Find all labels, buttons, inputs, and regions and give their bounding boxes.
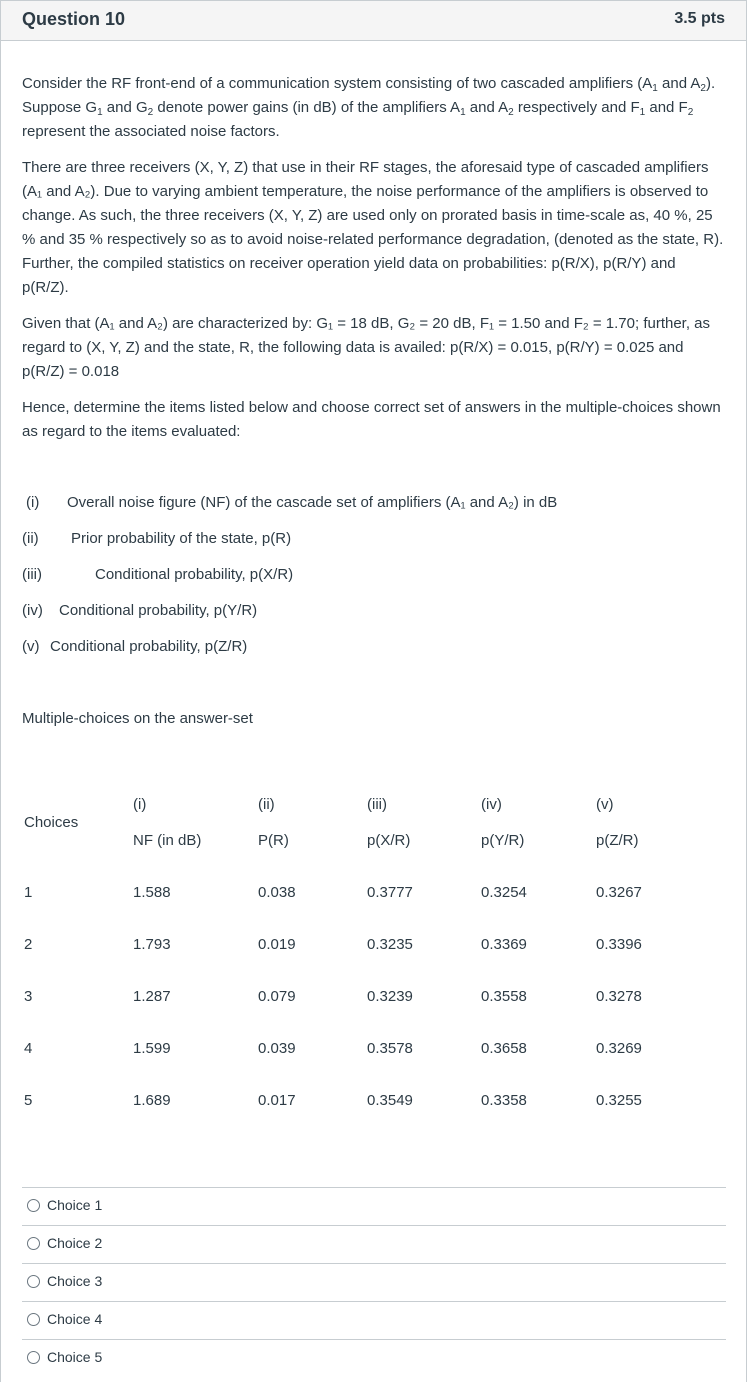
table-cell: 0.017 [258,1092,296,1109]
radio-icon[interactable] [27,1275,40,1288]
table-cell: 0.3777 [367,884,413,901]
radio-icon[interactable] [27,1199,40,1212]
option-divider [22,1225,726,1226]
option-label: Choice 1 [47,1197,103,1213]
table-cell: 0.3549 [367,1092,413,1109]
table-cell: 0.3658 [481,1040,527,1057]
item-text: Prior probability of the state, p(R) [71,530,292,547]
item-text: Conditional probability, p(Y/R) [59,602,258,619]
option-divider [22,1339,726,1340]
table-row-choice: 1 [24,884,33,901]
item-text: Overall noise figure (NF) of the cascade set of amplifiers (A₁ and A₂) in dB [67,494,558,511]
column-number: (v) [596,796,614,813]
option-label: Choice 3 [47,1273,103,1289]
item-number: (iv) [22,602,43,619]
column-header: NF (in dB) [133,832,202,849]
instruction-paragraph: Hence, determine the items listed below and choose correct set of answers in the multiple-choices shown as regard to the items evaluated: [22,399,721,440]
table-row-choice: 2 [24,936,33,953]
table-cell: 0.3239 [367,988,413,1005]
table-cell: 0.3255 [596,1092,642,1109]
table-cell: 0.3254 [481,884,527,901]
column-header: P(R) [258,832,289,849]
table-cell: 0.3269 [596,1040,642,1057]
mc-heading: Multiple-choices on the answer-set [22,710,253,727]
table-cell: 1.689 [133,1092,171,1109]
table-row-choice: 4 [24,1040,33,1057]
item-number: (i) [26,494,40,511]
column-number: (iii) [367,796,387,813]
radio-icon[interactable] [27,1351,40,1364]
table-cell: 1.793 [133,936,171,953]
option-label: Choice 5 [47,1349,103,1365]
table-cell: 0.079 [258,988,296,1005]
table-cell: 1.599 [133,1040,171,1057]
column-number: (iv) [481,796,502,813]
table-cell: 0.039 [258,1040,296,1057]
table-cell: 0.3235 [367,936,413,953]
table-cell: 0.3358 [481,1092,527,1109]
question-title: Question 10 [22,9,126,29]
table-cell: 1.588 [133,884,171,901]
table-cell: 0.3267 [596,884,642,901]
option-divider [22,1301,726,1302]
choice-1-option[interactable] [27,1195,102,1215]
table-cell: 0.3396 [596,936,642,953]
option-label: Choice 4 [47,1311,103,1327]
option-divider [22,1263,726,1264]
table-row-choice: 3 [24,988,33,1005]
table-cell: 0.3369 [481,936,527,953]
column-header: p(Y/R) [481,832,525,849]
option-divider [22,1187,726,1188]
item-number: (v) [22,638,40,655]
column-header: p(Z/R) [596,832,639,849]
choice-2-option[interactable] [27,1233,102,1253]
table-cell: 0.3558 [481,988,527,1005]
choice-5-option[interactable] [27,1347,102,1367]
choice-3-option[interactable] [27,1271,102,1291]
given-data-paragraph: Given that (A₁ and A₂) are characterized by: G₁ = 18 dB, G₂ = 20 dB, F₁ = 1.50 and F₂ = 1.70; further, as regard to (X, Y, Z) and the state, R, the following data is availed: p(R/X) = 0.015, p(R/Y) = 0.025 and p(R/Z) = 0.018 [22,315,711,380]
column-number: (ii) [258,796,275,813]
option-label: Choice 2 [47,1235,103,1251]
item-number: (iii) [22,566,42,583]
table-cell: 0.038 [258,884,296,901]
table-cell: 0.019 [258,936,296,953]
item-number: (ii) [22,530,39,547]
item-text: Conditional probability, p(X/R) [95,566,294,583]
radio-icon[interactable] [27,1237,40,1250]
table-cell: 0.3578 [367,1040,413,1057]
choices-header: Choices [24,814,79,831]
table-cell: 1.287 [133,988,171,1005]
column-header: p(X/R) [367,832,411,849]
radio-icon[interactable] [27,1313,40,1326]
table-cell: 0.3278 [596,988,642,1005]
question-points: 3.5 pts [674,10,725,27]
column-number: (i) [133,796,147,813]
choice-4-option[interactable] [27,1309,102,1329]
question-header [1,1,746,41]
table-row-choice: 5 [24,1092,33,1109]
item-text: Conditional probability, p(Z/R) [50,638,248,655]
receivers-paragraph: There are three receivers (X, Y, Z) that use in their RF stages, the aforesaid type of cascaded amplifiers (A₁ and A₂). Due to varying ambient temperature, the noise performance of the amplifiers is observed to change. As such, the three receivers (X, Y, Z) are used only on prorated basis in time-scale as, 40 %, 25 % and 35 % respectively so as to avoid noise-related performance degradation, (denoted as the state, R). Further, the compiled statistics on receiver operation yield data on probabilities: p(R/X), p(R/Y) and p(R/Z). [22,159,724,296]
intro-paragraph: Consider the RF front-end of a communication system consisting of two cascaded amplifiers ($A_1$ and $A_2$). Suppose $G_1$ and $G_2$ denote power gains (in dB) of the amplifiers $A_1$ and $A_2$ respectively and $F_1$ and $F_2$ represent the associated noise factors. [22,75,716,140]
